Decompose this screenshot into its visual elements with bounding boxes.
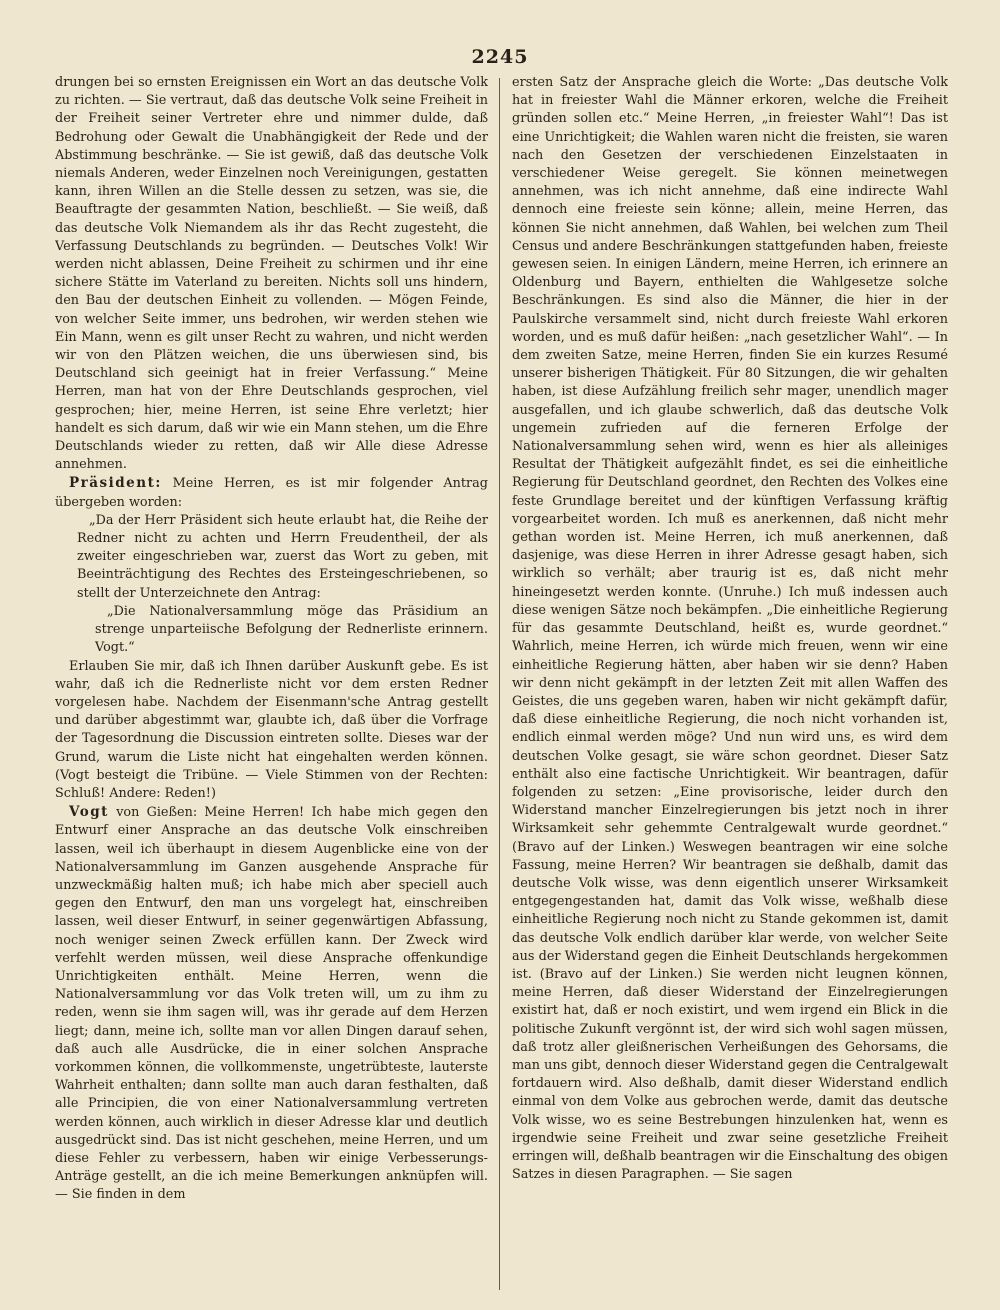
paragraph-vogt-continued: ersten Satz der Ansprache gleich die Worte: „Das deutsche Volk hat in freiester Wahl die Männer erkoren, welche die Freiheit gründen sollen etc.“ Meine Herren, „in freiester Wahl“! Das ist eine Unrichtigkeit; die Wahlen waren nicht die freisten, sie waren nach den Gesetzen der verschiedenen Einzelstaaten in verschiedener Weise geregelt. Sie können meinetwegen annehmen, was ich nicht annehme, daß eine indirecte Wahl dennoch eine freieste sein könne; allein, meine Herren, das können Sie nicht annehmen, daß Wahlen, bei welchen zum Theil Census und andere Beschränkungen stattgefunden haben, freieste gewesen seien. In einigen Ländern, meine Herren, ich erinnere an Oldenburg und Bayern, enthielten die Wahlgesetze solche Beschränkungen. Es sind also die Männer, die hier in der Paulskirche versammelt sind, nicht durch freieste Wahl erkoren worden, und es muß dafür heißen: „nach gesetzlicher Wahl“. — In dem zweiten Satze, meine Herren, finden Sie ein kurzes Resumé unserer bisherigen Thätigkeit. Für 80 Sitzungen, die wir gehalten haben, ist diese Aufzählung freilich sehr mager, unendlich mager ausgefallen, und ich glaube schwerlich, daß das deutsche Volk ungemein zufrieden auf die ferneren Erfolge der Nationalversammlung sehen wird, wenn es hier als alleiniges Resultat der Thätigkeit aufgezählt findet, es sei die einheitliche Regierung für Deutschland geordnet, den Rechten des Volkes eine feste Grundlage bereitet und der künftigen Verfassung kräftig vorgearbeitet worden. Ich muß es anerkennen, daß nicht mehr gethan worden ist. Meine Herren, ich muß anerkennen, daß dasjenige, was diese Herren in ihrer Adresse gesagt haben, sich wirklich so verhält; aber traurig ist es, daß nicht mehr hineingesetzt werden konnte. (Unruhe.) Ich muß indessen auch diese wenigen Sätze noch bekämpfen. „Die einheitliche Regierung für das gesammte Deutschland, heißt es, wurde geordnet.“ Wahrlich, meine Herren, ich würde mich freuen, wenn wir eine einheitliche Regierung hätten, aber haben wir sie denn? Haben wir denn nicht gekämpft in der letzten Zeit mit allen Waffen des Geistes, die uns gegeben waren, haben wir nicht gekämpft dafür, daß diese einheitliche Regierung, die noch nicht vorhanden ist, endlich einmal werden möge? Und nun wird uns, es wird dem deutschen Volke gesagt, sie wäre schon geordnet. Dieser Satz enthält also eine factische Unrichtigkeit. Wir beantragen, dafür folgenden zu setzen: „Eine provisorische, leider durch den Widerstand mancher Einzelregierungen bis jetzt noch in ihrer Wirksamkeit sehr gehemmte Centralgewalt wurde geordnet.“ (Bravo auf der Linken.) Weswegen beantragen wir eine solche Fassung, meine Herren? Wir beantragen sie deßhalb, damit das deutsche Volk wisse, was denn eigentlich unserer Wirksamkeit entgegengestanden hat, damit das Volk wisse, weßhalb diese einheitliche Regierung noch nicht zu Stande gekommen ist, damit das deutsche Volk endlich darüber klar werde, von welcher Seite aus der Widerstand gegen die Einheit Deutschlands hergekommen ist. (Bravo auf der Linken.) Sie werden nicht leugnen können, meine Herren, daß dieser Widerstand der Einzelregierungen existirt hat, daß er noch existirt, und wem irgend ein Blick in die politische Zukunft vergönnt ist, der wird sich wohl sagen müssen, daß trotz aller gleißnerischen Verheißungen des Gehorsams, die man uns gibt, dennoch dieser Widerstand gegen die Centralgewalt fortdauern wird. Also deßhalb, damit dieser Widerstand endlich einmal von dem Volke aus gebrochen werde, damit das deutsche Volk wisse, wo es seine Bestrebungen hinzulenken hat, wenn es irgendwie seine Freiheit und zwar seine gesetzliche Freiheit erringen will, deßhalb beantragen wir die Einschaltung des obigen Satzes in diesen Paragraphen. — Sie sagen <box>512 75 948 1183</box>
quoted-motion-text: „Die Nationalversammlung möge das Präsidium an strenge unparteiische Befolgung der Rednerliste erinnern. Vogt.“ <box>95 603 488 656</box>
speaker-vogt: Vogt <box>69 804 109 821</box>
paragraph-president <box>55 474 488 511</box>
vogt-speech: von Gießen: Meine Herren! Ich habe mich gegen den Entwurf einer Ansprache an das deutsche Volk einschreiben lassen, weil ich überhaupt in diesem Augenblicke eine von der Nationalversammlung im Ganzen ausgehende Ansprache für unzweckmäßig halten muß; ich habe mich aber speciell auch gegen den Entwurf, den man uns vorgelegt hat, einschreiben lassen, weil dieser Entwurf, in seiner gegenwärtigen Abfassung, noch weniger seinen Zweck erfüllen kann. Der Zweck wird verfehlt werden müssen, weil diese Ansprache offenkundige Unrichtigkeiten enthält. Meine Herren, wenn die Nationalversammlung vor das Volk treten will, um zu ihm zu reden, wenn sie ihm sagen will, was ihr gerade auf dem Herzen liegt; dann, meine ich, sollte man vor allen Dingen darauf sehen, daß auch alle Ausdrücke, die in einer solchen Ansprache vorkommen können, die vollkommenste, ungetrübteste, lauterste Wahrheit enthalten; dann sollte man auch daran festhalten, daß alle Principien, die von einer Nationalversammlung vertreten werden können, auch wirklich in dieser Adresse klar und deutlich ausgedrückt sind. Das ist nicht geschehen, meine Herren, und um diese Fehler zu verbessern, haben wir einige Verbesserungs-Anträge gestellt, an die ich meine Bemerkungen anknüpfen will. — Sie finden in dem <box>55 805 488 1203</box>
page-number: 2245 <box>471 46 529 68</box>
paragraph-address-end: drungen bei so ernsten Ereignissen ein Wort an das deutsche Volk zu richten. — Sie vertraut, daß das deutsche Volk seine Freiheit in der Freiheit seiner Vertreter ehre und nimmer dulde, daß Bedrohung oder Gewalt die Unabhängigkeit der Rede und der Abstimmung beschränke. — Sie ist gewiß, daß das deutsche Volk niemals Anderen, weder Einzelnen noch Vereinigungen, gestatten kann, ihren Willen an die Stelle dessen zu setzen, was sie, die Beauftragte der gesammten Nation, beschließt. — Sie weiß, daß das deutsche Volk Niemandem als ihr das Recht zugesteht, die Verfassung Deutschlands zu begründen. — Deutsches Volk! Wir werden nicht ablassen, Deine Freiheit zu schirmen und ihr eine sichere Stätte im Vaterland zu bereiten. Nichts soll uns hindern, den Bau der deutschen Einheit zu vollenden. — Mögen Feinde, von welcher Seite immer, uns bedrohen, wir werden stehen wie Ein Mann, wenn es gilt unser Recht zu wahren, und nicht werden wir von den Plätzen weichen, die uns überwiesen sind, bis Deutschland sich geeinigt hat in freier Verfassung.“ Meine Herren, man hat von der Ehre Deutschlands gesprochen, viel gesprochen; hier, meine Herren, ist seine Ehre verletzt; hier handelt es sich darum, daß wir wie ein Mann stehen, um die Ehre Deutschlands wieder zu retten, daß wir Alle diese Adresse annehmen. <box>55 75 488 473</box>
paragraph-vogt <box>55 803 488 1204</box>
quoted-motion: „Da der Herr Präsident sich heute erlaubt hat, die Reihe der Redner nicht zu achten und Herrn Freudentheil, der als zweiter eingeschrieben war, zuerst das Wort zu geben, mit Beeinträchtigung des Rechtes des Ersteingeschriebenen, so stellt der Unterzeichnete den Antrag: <box>77 512 488 601</box>
column-divider <box>499 78 500 1290</box>
right-column <box>512 74 948 1296</box>
left-column <box>55 74 488 1296</box>
speaker-president: Präsident: <box>69 475 162 492</box>
paragraph-president-explanation: Erlauben Sie mir, daß ich Ihnen darüber Auskunft gebe. Es ist wahr, daß ich die Rednerliste nicht vor dem ersten Redner vorgelesen habe. Nachdem der Eisenmann'sche Antrag gestellt und darüber abgestimmt war, glaubte ich, daß über die Vorfrage der Tagesordnung die Discussion eintreten sollte. Dieses war der Grund, warum die Liste nicht hat eingehalten werden können. (Vogt besteigt die Tribüne. — Viele Stimmen von der Rechten: Schluß! Andere: Reden!) <box>55 658 488 801</box>
president-statement: Meine Herren, es ist mir folgender Antrag übergeben worden: <box>55 476 488 510</box>
